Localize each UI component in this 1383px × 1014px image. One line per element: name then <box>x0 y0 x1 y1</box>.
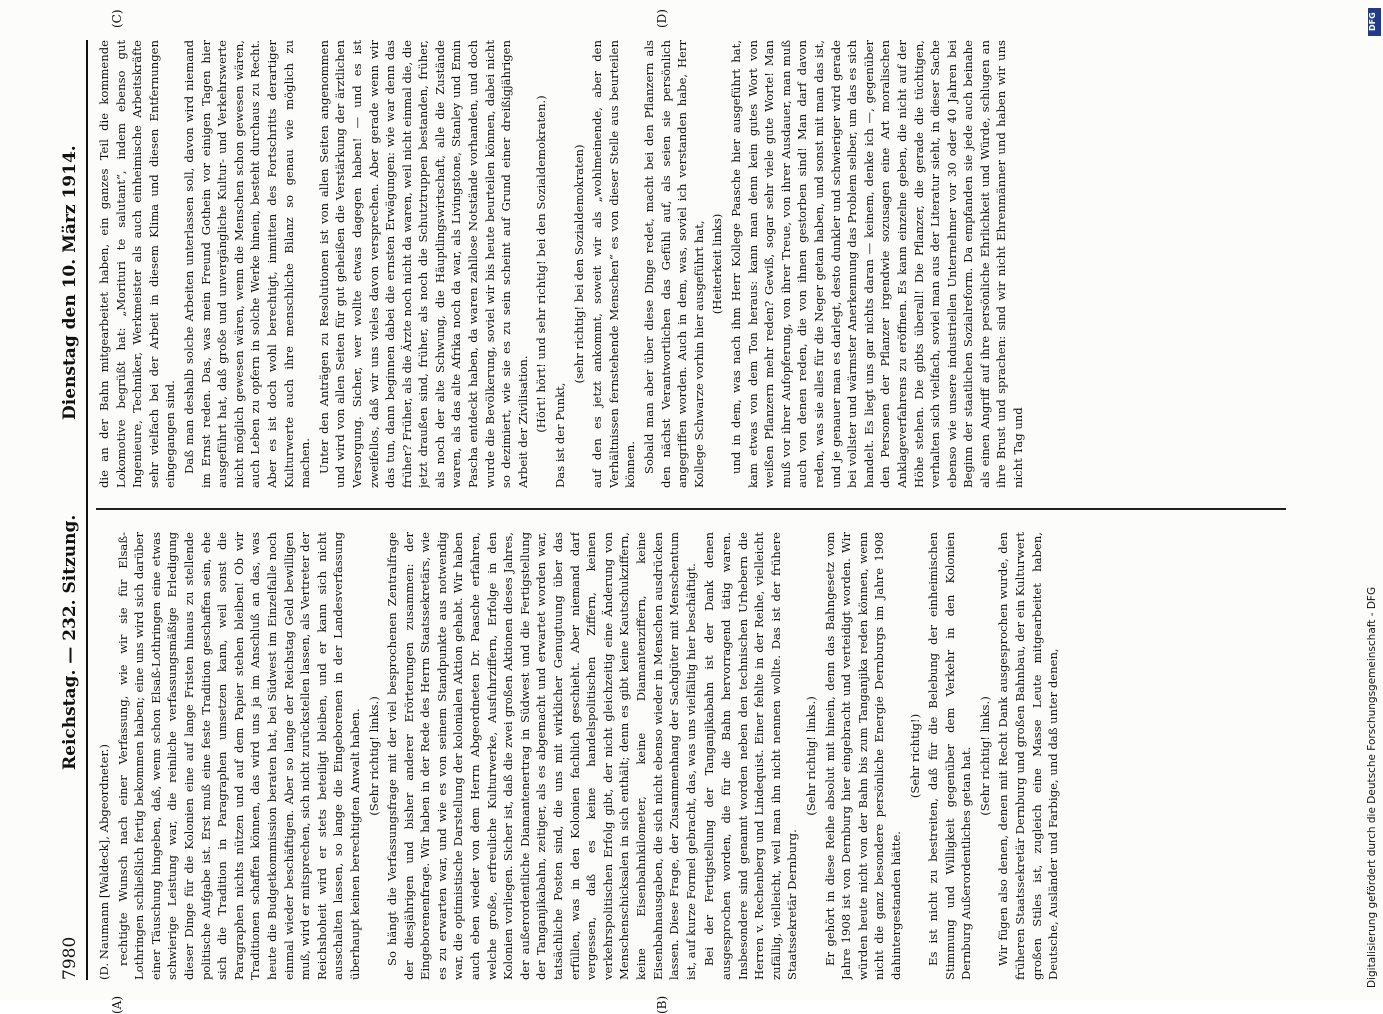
paragraph: (Sehr richtig!) <box>907 713 922 799</box>
margin-marker-c: (C) <box>110 9 124 28</box>
header-left-title: Reichstag. — 232. Sitzung. <box>60 514 80 770</box>
dfg-logo: DFG <box>1368 8 1381 36</box>
column-divider <box>96 509 1286 511</box>
paragraph: Sobald man aber über diese Dinge redet, macht bei den Pflanzern als den nächst Verantwortlichen das Gefühl auf, als seien sie persönlich angegriffen worden. Auch in dem, was, soviel ich verstanden habe, Herr Kollege Schwarze vorhin hier ausgeführt hat, <box>642 40 706 488</box>
right-text-column <box>96 40 1286 488</box>
page-header <box>54 40 84 980</box>
header-rule <box>86 40 88 980</box>
digitization-note <box>1366 8 1382 998</box>
paragraph: (Sehr richtig! links.) <box>803 696 818 816</box>
paragraph: Daß man deshalb solche Arbeiten unterlassen soll, davon wird niemand im Ernst reden. Das, was mein Freund Gothein vor einigen Tagen hier ausgeführt hat, daß große und unvergängliche Kultur- und Verkehrswerte nicht möglich gewesen wären, wenn die Menschen schon gewesen wären, auch Leben zu opfern in solche Werke hinein, besteht durchaus zu Recht. Aber es ist doch wohl berechtigt, inmitten des Fortschritts derartiger Kulturwerte auch ihre menschliche Bilanz so genau wie möglich zu machen. <box>181 40 313 488</box>
digitization-note-text: Digitalisierung gefördert durch die Deutsche Forschungsgemeinschaft - DFG <box>1366 586 1378 988</box>
paragraph: Wir fügen also denen, denen mit Recht Dank ausgesprochen wurde, den früheren Staatssekretär Dernburg und großen Bahnbau, der ein Kulturwert großen Stiles ist, zugleich eine Masse Leute mitgearbeitet haben, Deutsche, Ausländer und Farbige, und daß unter denen, <box>996 532 1061 980</box>
paragraph: (D. Naumann [Waldeck], Abgeordneter.) <box>97 744 111 980</box>
paragraph: (sehr richtig! bei den Sozialdemokraten) <box>571 144 586 384</box>
paragraph: Das ist der Punkt, <box>553 382 568 488</box>
margin-marker-d: (D) <box>655 9 669 28</box>
paragraph: auf den es jetzt ankommt, soweit wir als „wohlmeinende, aber den Verhältnissen fernstehende Menschen“ es von dieser Stelle aus beurteilen können. <box>590 40 638 488</box>
page-number: 7980 <box>60 936 80 980</box>
printed-page <box>40 9 1300 1014</box>
paragraph: Es ist nicht zu bestreiten, daß für die Belebung der einheimischen Stimmung und Willigkeit gegenüber dem Verkehr in den Kolonien Dernburg Außerordentliches getan hat. <box>926 532 974 980</box>
paragraph: Er gehört in diese Reihe absolut mit hinein, denn das Bahngesetz vom Jahre 1908 ist von Dernburg hier eingebracht und verteidigt worden. Wir würden heute nicht von der Bahn bis zum Tanganjika reden können, wenn nicht die ganz besondere persönliche Energie Dernburgs im Jahre 1908 dahintergestanden hätte. <box>822 532 903 980</box>
paragraph: (Sehr richtig! links.) <box>366 696 381 816</box>
paragraph: Bei der Fertigstellung der Tanganjikabahn ist der Dank denen ausgesprochen worden, die für die Bahn hervorragend tätig waren. Insbesondere sind genannt worden neben den technischen Urhebern die Herren v. Rechenberg und Lindequist. Einer fehlte in der Reihe, vielleicht zufällig, vielleicht, weil man ihn nicht nennen wollte. Das ist der frühere Staatssekretär Dernburg. <box>702 532 800 980</box>
paragraph: die an der Bahn mitgearbeitet haben, ein ganzes Teil die kommende Lokomotive begrüßt hat: „Morituri te salutant“, indem ebenso gut Ingenieure, Techniker, Werkmeister als auch einheimische Arbeitskräfte sehr vielfach bei der Arbeit in diesem Klima und diesen Entfernungen eingegangen sind. <box>97 40 178 488</box>
paragraph: (Hört! hört! und sehr richtig! bei den Sozialdemokraten.) <box>534 95 549 433</box>
paragraph: So hängt die Verfassungsfrage mit der viel besprochenen Zentralfrage der diesjährigen und bisher anderer Erörterungen zusammen: der Eingeborenenfrage. Wir haben in der Rede des Herrn Staatssekretärs, wie es zu erwarten war, und wie es von seinem Standpunkte aus notwendig war, die optimistische Darstellung der kolonialen Aktion gehabt. Wir haben auch eben wieder von dem Herrn Abgeordneten Dr. Paasche erfahren, welche große, erfreuliche Kulturwerke, Ausfuhrziffern, Erfolge in den Kolonien vorliegen. Sicher ist, daß die zwei großen Aktionen dieses Jahres, der außerordentliche Diamantenertrag in Südwest und die Fertigstellung der Tanganjikabahn, zeitiger, als es abgemacht und erwartet worden war, tatsächliche Posten sind, die uns mit wirklicher Genugtuung über das erfüllen, was in den Kolonien fachlich geschieht. Aber niemand darf vergessen, daß es keine handelspolitischen Ziffern, keinen verkehrspolitischen Erfolg gibt, der nicht gleichzeitig eine Änderung von Menschenschicksalen in sich enthält; denn es gibt keine Kautschukziffern, keine Eisenbahnkilometer, keine Diamantenziffern, keine Eisenbahnausgaben, die sich nicht ebenso wieder in Menschen ausdrücken lassen. Diese Frage, der Zusammenhang der Sachgüter mit Menschentum ist, auf kurze Formel gebracht, das, was uns vielfältig hier beschäftigt. <box>385 532 698 980</box>
margin-marker-a: (A) <box>110 995 124 1014</box>
left-text-column <box>96 532 1286 980</box>
paragraph: und in dem, was nach ihm Herr Kollege Paasche hier ausgeführt hat, kam etwas von dem Ton heraus: kann man denn kein gutes Wort von weißen Pflanzern mehr reden? Gewiß, sogar sehr viele gute Worte! Man muß vor ihrer Aufopferung, von ihrer Treue, von ihrer Ausdauer, man muß auch von denen reden, die von ihnen gestorben sind! Man darf davon reden, was sie alles für die Neger getan haben, und sonst mit man das ist, und je genauer man es darlegt, desto dunkler und schwieriger wird gerade bei vollster und wärmster Anerkennung das Problem selber, um das es sich handelt. Es liegt uns gar nichts daran — keinem, denke ich —, gegenüber den Personen der Pflanzer irgendwie sozusagen eine Art moralischen Anklageverfahrens zu eröffnen. Es kann einzelne geben, die nicht auf der Höhe stehen. Die gibts überall! Die Pflanzer, die gerade die tüchtigen, verhalten sich vielfach, soviel man aus der Literatur sieht, in dieser Sache ebenso wie unsere industriellen Unternehmer vor 30 oder 40 Jahren bei Beginn der staatlichen Sozialreform. Da empfanden sie jede auch beinahe als einen Angriff auf ihre persönliche Ehrlichkeit und Würde, schlugen an ihre Brust und sprachen: sind wir nicht Ehrenmänner und haben wir uns nicht Tag und <box>728 40 1026 488</box>
margin-marker-b: (B) <box>655 995 669 1014</box>
paragraph: Unter den Anträgen zu Resolutionen ist von allen Seiten angenommen und wird von allen Seiten für gut geheißen die Verstärkung der ärztlichen Versorgung. Sicher, wer wollte etwas dagegen haben! — und es ist zweifellos, daß wir uns vieles davon versprechen. Aber gerade wenn wir das tun, dann beginnen dabei die ernsten Erwägungen: wie war denn das früher? Früher, als die Ärzte noch nicht da waren, weil nicht einmal die, die jetzt draußen sind, früher, als noch die Schutztruppen bestanden, früher, als noch der alte Schwung, die Häuptlingswirtschaft, alle die Zustände waren, als das alte Afrika noch da war, als Livingstone, Stanley und Emin Pascha entdeckt haben, da waren zahllose Notstände vorhanden, und doch wurde die Bevölkerung, soviel wir bis heute beurteilen können, dabei nicht so dezimiert, wie sie es zu sein scheint auf Grund einer dreißigjährigen Arbeit der Zivilisation. <box>316 40 530 488</box>
paragraph: rechtigte Wunsch nach einer Verfassung, wie wir sie für Elsaß-Lothringen schließlich fertig bekommen haben; eine uns wird sich darüber einer Täuschung hingeben, daß, wenn schon Elsaß-Lothringen eine etwas schwierige Leistung war, die reinliche verfassungsmäßige Erledigung dieser Dinge für die Kolonien eine auf lange Fristen hinaus zu stellende politische Aufgabe ist. Erst muß eine feste Tradition geschaffen sein, ehe sich die Tradition in Paragraphen umsetzen kann, weil sonst die Paragraphen nichts nützen und auf dem Papier stehen bleiben! Ob wir Traditionen schaffen können, das wird uns ja im Anschluß an das, was heute die Budgetkommission beraten hat, bei Südwest im Einzelfalle noch einmal wieder beschäftigen. Aber so lange der Reichstag Geld bewilligen muß, wird er mitsprechen, sich nicht zurückstellen lassen, als Vertreter der Reichshoheit wird er stets beteiligt bleiben, und er kann sich nicht ausschalten lassen, so lange die Eingeborenen in der Landesverfassung überhaupt keinen berechtigten Anwalt haben. <box>115 532 362 980</box>
paragraph: (Heiterkeit links) <box>710 213 725 315</box>
paragraph: (Sehr richtig! links.) <box>977 696 992 816</box>
header-right-title: Dienstag den 10. März 1914. <box>60 145 80 420</box>
